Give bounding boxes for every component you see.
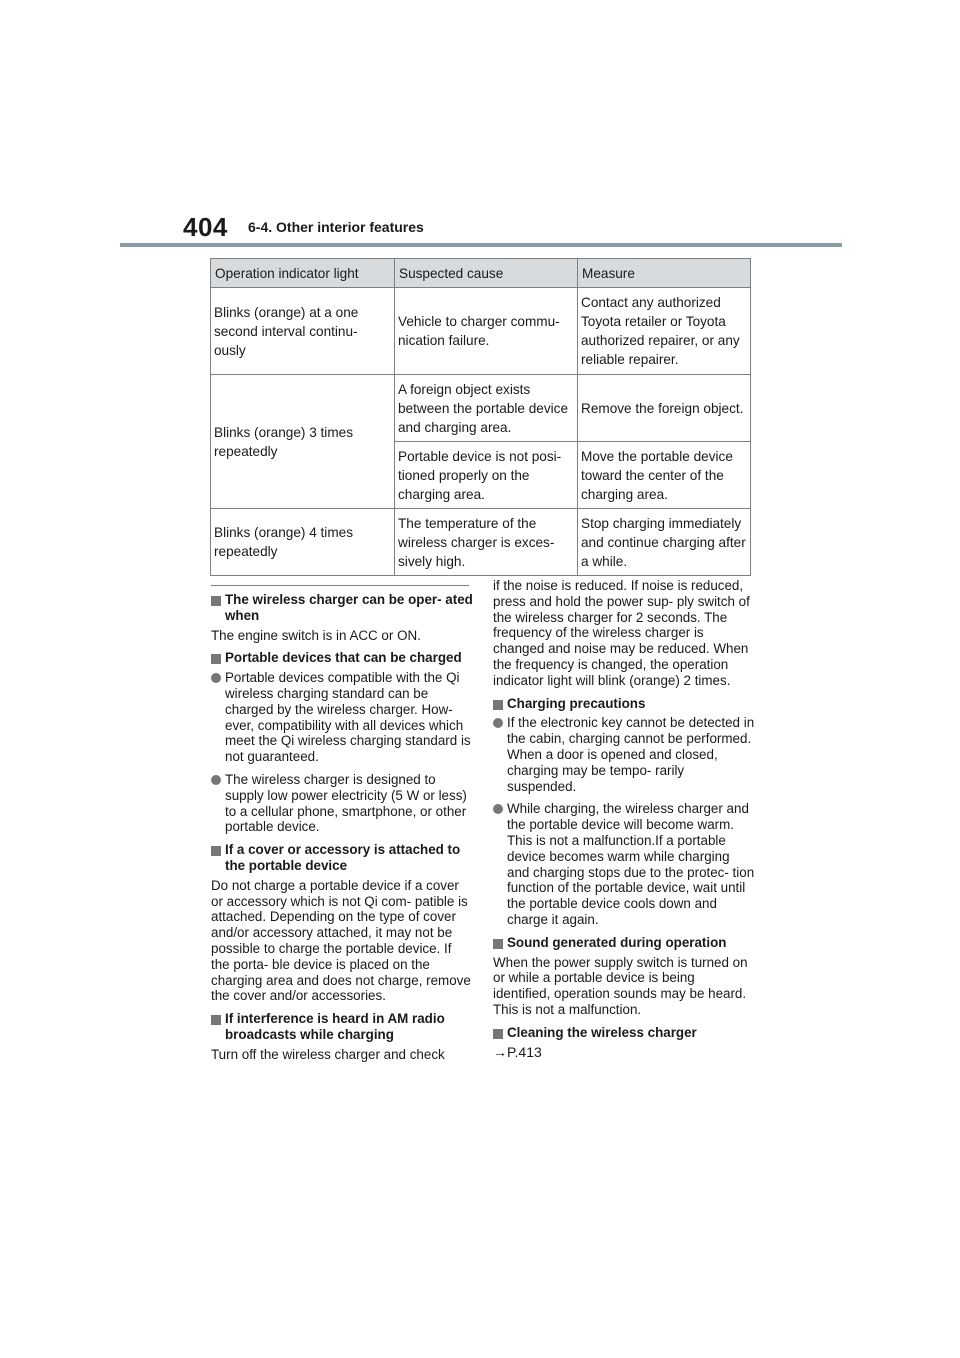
subheading: Sound generated during operation (493, 935, 755, 951)
table-row (211, 375, 751, 442)
cause-cell: The temperature of the wireless charger is exces- sively high. (395, 509, 578, 576)
subheading: If interference is heard in AM radio broadcasts while charging (211, 1011, 473, 1043)
paragraph: if the noise is reduced. If noise is reduced, press and hold the power sup- ply switch of the wireless charger for 2 seconds. The frequency of the wireless charger is changed and noise may be reduced. When the frequency is changed, the operation indicator light will blink (orange) 2 times. (493, 578, 750, 688)
subheading: Cleaning the wireless charger (493, 1025, 755, 1041)
cause-cell: Vehicle to charger commu- nication failure. (395, 288, 578, 375)
paragraph: When the power supply switch is turned on or while a portable device is being identified, operation sounds may be heard. This is not a malfunction. (493, 954, 748, 1017)
subheading: Portable devices that can be charged (211, 650, 473, 666)
section-rule (211, 585, 469, 586)
circle-bullet-icon (211, 775, 221, 785)
subheading: The wireless charger can be oper- ated when (211, 592, 473, 624)
page-number: 404 (183, 212, 228, 242)
paragraph: Turn off the wireless charger and check (211, 1046, 445, 1062)
table-row (211, 509, 751, 576)
header-rule (120, 243, 842, 247)
paragraph: The engine switch is in ACC or ON. (211, 627, 421, 643)
table-header-row (211, 259, 751, 288)
bullet-item: Portable devices compatible with the Qi wireless charging standard can be charged by the wireless charger. How- ever, compatibility with all devices which meet the Qi wireless charging standard is not guaranteed. (211, 670, 473, 765)
indicator-table (210, 258, 751, 576)
square-bullet-icon (211, 654, 221, 664)
square-bullet-icon (211, 846, 221, 856)
bullet-item: The wireless charger is designed to supply low power electricity (5 W or less) to a cellular phone, smartphone, or other portable device. (211, 772, 473, 835)
measure-cell: Move the portable device toward the center of the charging area. (578, 442, 751, 509)
bullet-item: While charging, the wireless charger and the portable device will become warm. This is not a malfunction.If a portable device becomes warm while charging and charging stops due to the protec- tion function of the portable device, wait until the portable device cools down and charge it again. (493, 801, 755, 927)
square-bullet-icon (493, 939, 503, 949)
square-bullet-icon (211, 596, 221, 606)
section-title: 6-4. Other interior features (248, 219, 424, 235)
column-header-light: Operation indicator light (211, 259, 395, 288)
cause-cell: A foreign object exists between the portable device and charging area. (395, 375, 578, 442)
circle-bullet-icon (211, 673, 221, 683)
square-bullet-icon (493, 1029, 503, 1039)
measure-cell: Remove the foreign object. (578, 375, 751, 442)
cause-cell: Portable device is not posi- tioned properly on the charging area. (395, 442, 578, 509)
right-column (493, 578, 755, 1067)
square-bullet-icon (493, 700, 503, 710)
light-cell: Blinks (orange) 4 times repeatedly (211, 509, 395, 576)
subheading: Charging precautions (493, 696, 755, 712)
circle-bullet-icon (493, 718, 503, 728)
left-column (211, 592, 473, 1070)
paragraph: Do not charge a portable device if a cover or accessory which is not Qi com- patible is attached. Depending on the type of cover and/or accessory attached, it may not be possible to charge the portable device. If the porta- ble device is placed on the charging area and does not charge, remove the cover and/or accessories. (211, 877, 471, 1004)
column-header-cause: Suspected cause (395, 259, 578, 288)
measure-cell: Contact any authorized Toyota retailer or Toyota authorized repairer, or any reliable repairer. (578, 288, 751, 375)
circle-bullet-icon (493, 804, 503, 814)
light-cell: Blinks (orange) at a one second interval continu- ously (211, 288, 395, 375)
light-cell: Blinks (orange) 3 times repeatedly (211, 375, 395, 509)
page-reference-link[interactable]: →P.413 (493, 1043, 542, 1060)
square-bullet-icon (211, 1015, 221, 1025)
subheading: If a cover or accessory is attached to the portable device (211, 842, 473, 874)
table-row (211, 288, 751, 375)
measure-cell: Stop charging immediately and continue charging after a while. (578, 509, 751, 576)
column-header-measure: Measure (578, 259, 751, 288)
bullet-item: If the electronic key cannot be detected in the cabin, charging cannot be performed. When a door is opened and closed, charging may be tempo- rarily suspended. (493, 715, 755, 794)
